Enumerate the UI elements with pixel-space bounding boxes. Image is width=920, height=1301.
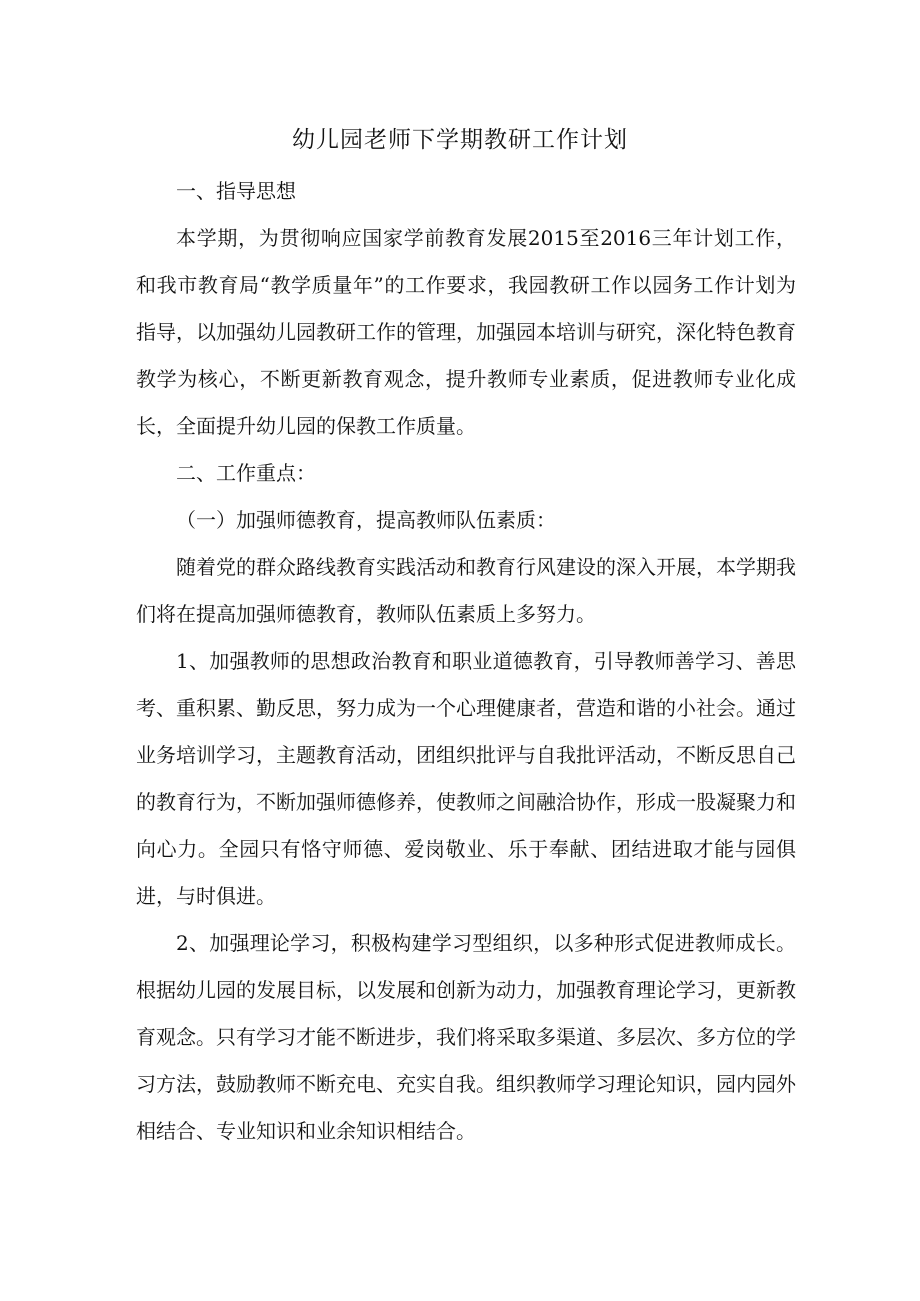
paragraph-item-2: 2、加强理论学习，积极构建学习型组织，以多种形式促进教师成长。根据幼儿园的发展目标，以发展和创新为动力，加强教育理论学习，更新教育观念。只有学习才能不断进步，我们将采取多渠道、多层次、多方位的学习方法，鼓励教师不断充电、充实自我。组织教师学习理论知识，园内园外相结合、专业知识和业余知识相结合。 (136, 931, 796, 1143)
paragraph-guiding-ideology: 本学期，为贯彻响应国家学前教育发展2015至2016三年计划工作，和我市教育局“教学质量年”的工作要求，我园教研工作以园务工作计划为指导，以加强幼儿园教研工作的管理，加强园本培训与研究，深化特色教育教学为核心，不断更新教育观念，提升教师专业素质，促进教师专业化成长，全面提升幼儿园的保教工作质量。 (136, 226, 796, 438)
document-title: 幼儿园老师下学期教研工作计划 (292, 127, 628, 153)
section-heading-guiding-ideology: 一、指导思想 (176, 179, 296, 203)
subsection-heading-ethics: （一）加强师德教育，提高教师队伍素质： (176, 508, 556, 532)
paragraph-ethics-intro: 随着党的群众路线教育实践活动和教育行风建设的深入开展，本学期我们将在提高加强师德教育，教师队伍素质上多努力。 (136, 555, 796, 626)
paragraph-item-1: 1、加强教师的思想政治教育和职业道德教育，引导教师善学习、善思考、重积累、勤反思，努力成为一个心理健康者，营造和谐的小社会。通过业务培训学习，主题教育活动，团组织批评与自我批评活动，不断反思自己的教育行为，不断加强师德修养，使教师之间融洽协作，形成一股凝聚力和向心力。全园只有恪守师德、爱岗敬业、乐于奉献、团结进取才能与园俱进，与时俱进。 (136, 649, 796, 908)
section-heading-work-focus: 二、工作重点： (176, 461, 316, 485)
document-body (136, 168, 796, 1155)
